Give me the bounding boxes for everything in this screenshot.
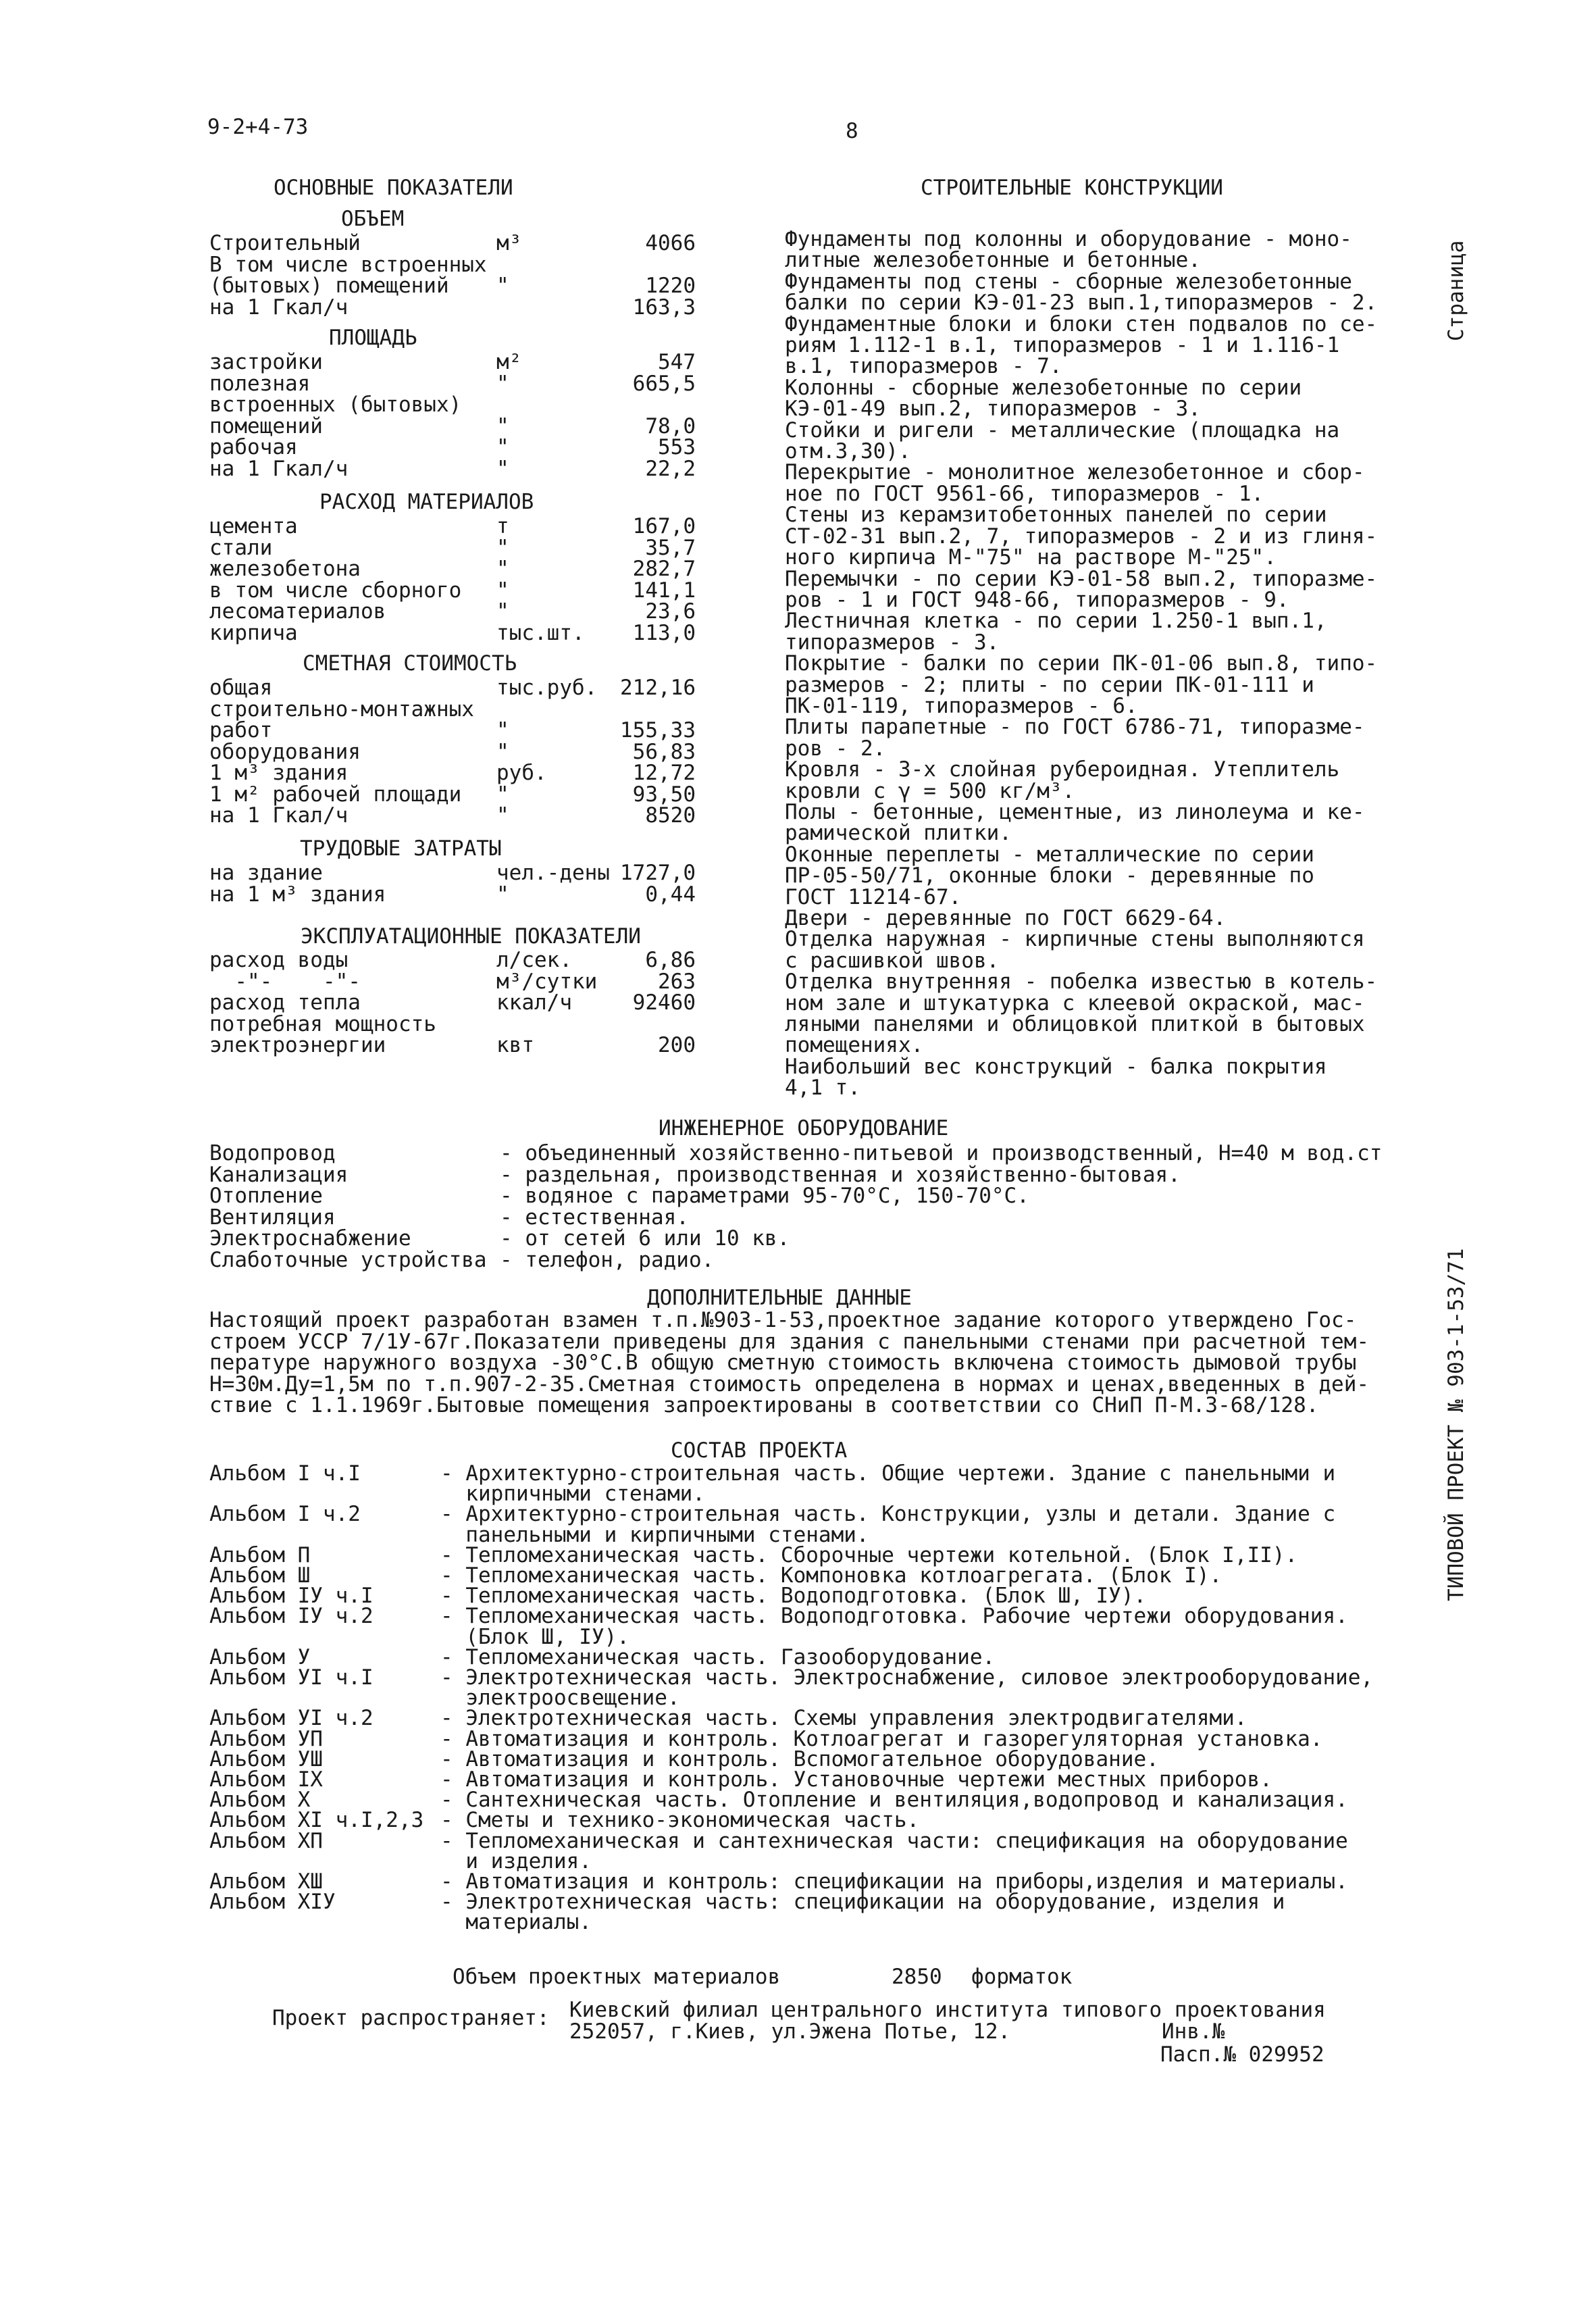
- indicator-name: работ: [209, 718, 273, 743]
- construction-line: литные железобетонные и бетонные.: [785, 248, 1201, 273]
- album-description: и изделия.: [440, 1848, 592, 1873]
- indicator-row: [209, 969, 696, 994]
- indicator-row: [209, 599, 696, 624]
- engineering-value: - раздельная, производственная и хозяйственно-бытовая.: [500, 1162, 1181, 1187]
- indicator-row: [209, 535, 696, 560]
- album-name: Альбом Ш: [209, 1563, 311, 1588]
- indicator-name: лесоматериалов: [209, 599, 386, 624]
- indicator-row: [209, 435, 696, 457]
- indicator-name: на 1 Гкал/ч: [209, 456, 349, 481]
- indicator-name: расход тепла: [209, 990, 361, 1015]
- construction-line: Наибольший вес конструкций - балка покрытия: [785, 1054, 1327, 1079]
- section-area: ПЛОЩАДЬ: [329, 326, 417, 350]
- indicator-value: 200: [658, 1033, 696, 1057]
- main-indicators-title: ОСНОВНЫЕ ПОКАЗАТЕЛИ: [274, 176, 513, 200]
- page-number: 8: [846, 119, 858, 143]
- construction-line: размеров - 2; плиты - по серии ПК-01-111 и: [785, 672, 1314, 697]
- construction-line: рамической плитки.: [785, 821, 1012, 846]
- section-cost: СМЕТНАЯ СТОИМОСТЬ: [303, 651, 517, 676]
- construction-line: ГОСТ 11214-67.: [785, 884, 962, 909]
- construction-line: Отделка наружная - кирпичные стены выполняются: [785, 927, 1365, 952]
- indicator-unit: ": [496, 435, 509, 459]
- indicator-row: [209, 803, 696, 828]
- album-name: Альбом УП: [209, 1726, 323, 1751]
- construction-line: Фундаменты под стены - сборные железобетонные: [785, 269, 1352, 294]
- indicator-row: [209, 350, 696, 372]
- indicator-row: [209, 882, 696, 907]
- construction-line: Колонны - сборные железобетонные по серии: [785, 375, 1302, 400]
- indicator-unit: ": [496, 739, 509, 764]
- indicator-value: 553: [658, 435, 696, 459]
- indicator-value: 23,6: [645, 599, 696, 624]
- indicator-name: застройки: [209, 350, 323, 374]
- indicator-name: потребная мощность: [209, 1011, 436, 1036]
- section-exploitation: ЭКСПЛУАТАЦИОННЫЕ ПОКАЗАТЕЛИ: [301, 924, 641, 949]
- engineering-name: Слаботочные устройства: [209, 1247, 487, 1272]
- indicator-name: стали: [209, 535, 273, 560]
- construction-line: Фундаменты под колонны и оборудование - моно-: [785, 227, 1352, 251]
- construction-line: Лестничная клетка - по серии 1.250-1 вып.1,: [785, 609, 1327, 634]
- indicator-unit: руб.: [496, 761, 547, 785]
- indicator-unit: ": [496, 882, 509, 907]
- indicator-row: [209, 295, 696, 320]
- construction-line: в.1, типоразмеров - 7.: [785, 354, 1062, 379]
- indicator-value: 22,2: [645, 456, 696, 481]
- indicator-row: [209, 231, 696, 253]
- indicator-name: встроенных (бытовых): [209, 393, 462, 417]
- indicator-name: помещений: [209, 413, 323, 438]
- indicator-row: [209, 252, 696, 277]
- indicator-row: [209, 697, 696, 722]
- distributor-label: Проект распространяет:: [272, 2006, 550, 2030]
- indicator-row: [209, 514, 696, 536]
- construction-line: ров - 2.: [785, 736, 886, 761]
- indicator-row: [209, 578, 696, 603]
- engineering-name: Канализация: [209, 1162, 349, 1187]
- volume-materials-value: 2850: [892, 1965, 942, 1989]
- album-description: - Электротехническая часть. Схемы управления электродвигателями.: [440, 1706, 1247, 1731]
- passport-number: Пасп.№ 029952: [1160, 2042, 1324, 2067]
- construction-line: Стены из керамзитобетонных панелей по серии: [785, 503, 1327, 528]
- construction-line: ров - 1 и ГОСТ 948-66, типоразмеров - 9.: [785, 587, 1289, 612]
- construction-line: Двери - деревянные по ГОСТ 6629-64.: [785, 906, 1227, 930]
- indicator-value: 0,44: [645, 882, 696, 907]
- indicator-unit: ": [496, 599, 509, 624]
- album-name: Альбом УI ч.2: [209, 1706, 374, 1731]
- section-materials: РАСХОД МАТЕРИАЛОВ: [319, 490, 534, 514]
- indicator-name: (бытовых) помещений: [209, 274, 449, 298]
- album-name: Альбом I ч.2: [209, 1502, 361, 1527]
- album-description: электроосвещение.: [440, 1686, 680, 1711]
- side-label-project: ТИПОВОЙ ПРОЕКТ № 903-1-53/71: [1444, 1248, 1468, 1601]
- construction-line: Стойки и ригели - металлические (площадка на: [785, 418, 1340, 443]
- indicator-unit: ": [496, 803, 509, 828]
- indicator-name: расход воды: [209, 948, 349, 972]
- section-volume: ОБЪЕМ: [341, 207, 405, 231]
- construction-line: риям 1.112-1 в.1, типоразмеров - 1 и 1.116-1: [785, 333, 1340, 358]
- indicator-row: [209, 393, 696, 417]
- indicator-unit: ": [496, 782, 509, 807]
- album-name: Альбом П: [209, 1542, 311, 1567]
- indicator-name: оборудования: [209, 739, 361, 764]
- indicator-value: 665,5: [632, 371, 696, 396]
- additional-line: строем УССР 7/1У-67г.Показатели приведены для здания с панельными стенами при расчетной тем-: [209, 1329, 1370, 1354]
- album-description: - Архитектурно-строительная часть. Общие чертежи. Здание с панельными и: [440, 1461, 1336, 1486]
- album-name: Альбом IУ ч.I: [209, 1584, 374, 1609]
- constructions-title: СТРОИТЕЛЬНЫЕ КОНСТРУКЦИИ: [921, 176, 1223, 200]
- indicator-row: [209, 456, 696, 481]
- album-name: Альбом XП: [209, 1828, 323, 1853]
- volume-materials-unit: форматок: [971, 1965, 1073, 1989]
- album-name: Альбом X: [209, 1788, 311, 1813]
- construction-line: Кровля - 3-х слойная рубероидная. Утеплитель: [785, 757, 1340, 782]
- indicator-value: 35,7: [645, 535, 696, 560]
- construction-line: с расшивкой швов.: [785, 948, 1000, 973]
- album-description: - Электротехническая часть: спецификации на оборудование, изделия и: [440, 1890, 1285, 1915]
- indicator-name: на 1 Гкал/ч: [209, 803, 349, 828]
- album-name: Альбом УШ: [209, 1746, 323, 1771]
- indicator-value: 6,86: [645, 948, 696, 972]
- indicator-unit: ": [496, 371, 509, 396]
- indicator-value: 263: [658, 969, 696, 994]
- album-description: - Тепломеханическая часть. Сборочные чертежи котельной. (Блок I,II).: [440, 1542, 1298, 1567]
- album-description: - Автоматизация и контроль. Вспомогательное оборудование.: [440, 1746, 1159, 1771]
- album-description: - Электротехническая часть. Электроснабжение, силовое электрооборудование,: [440, 1665, 1374, 1690]
- album-description: панельными и кирпичными стенами.: [440, 1522, 869, 1547]
- album-description: - Сантехническая часть. Отопление и вентиляция,водопровод и канализация.: [440, 1788, 1348, 1813]
- indicator-value: 141,1: [632, 578, 696, 603]
- album-name: Альбом УI ч.I: [209, 1665, 374, 1690]
- album-description: (Блок Ш, IУ).: [440, 1624, 629, 1649]
- section-labor: ТРУДОВЫЕ ЗАТРАТЫ: [300, 836, 502, 861]
- composition-title: СОСТАВ ПРОЕКТА: [671, 1438, 848, 1463]
- indicator-unit: ": [496, 718, 509, 743]
- indicator-unit: чел.-дены: [496, 861, 610, 885]
- engineering-name: Водопровод: [209, 1141, 336, 1165]
- indicator-unit: ": [496, 413, 509, 438]
- indicator-row: [209, 861, 696, 885]
- indicator-unit: л/сек.: [496, 948, 572, 972]
- indicator-row: [209, 621, 696, 643]
- indicator-value: 113,0: [632, 620, 696, 645]
- indicator-row: [209, 761, 696, 785]
- document-code: 9-2+4-73: [207, 115, 309, 139]
- indicator-value: 155,33: [620, 718, 696, 743]
- engineering-name: Отопление: [209, 1184, 323, 1208]
- construction-line: отм.3,30).: [785, 439, 911, 464]
- indicator-row: [209, 1033, 696, 1055]
- album-name: Альбом IУ ч.2: [209, 1604, 374, 1629]
- construction-line: Плиты парапетные - по ГОСТ 6786-71, типоразме-: [785, 715, 1365, 740]
- construction-line: КЭ-01-49 вып.2, типоразмеров - 3.: [785, 397, 1201, 422]
- indicator-value: 282,7: [632, 557, 696, 581]
- album-description: - Архитектурно-строительная часть. Конструкции, узлы и детали. Здание с: [440, 1502, 1336, 1527]
- album-name: Альбом У: [209, 1644, 311, 1669]
- additional-line: Н=30м.Ду=1,5м по т.п.907-2-35.Сметная стоимость определена в нормах и ценах,введенных в дей-: [209, 1372, 1370, 1397]
- indicator-unit: ккал/ч: [496, 990, 572, 1015]
- indicator-value: 547: [658, 350, 696, 374]
- indicator-name: -"- -"-: [209, 969, 361, 994]
- engineering-value: - водяное с параметрами 95-70°С, 150-70°С.: [500, 1184, 1029, 1208]
- engineering-value: - объединенный хозяйственно-питьевой и производственный, Н=40 м вод.ст: [500, 1141, 1383, 1165]
- indicator-value: 12,72: [632, 761, 696, 785]
- indicator-value: 1220: [645, 274, 696, 298]
- indicator-value: 56,83: [632, 739, 696, 764]
- indicator-row: [209, 739, 696, 764]
- additional-line: пературе наружного воздуха -30°С.В общую сметную стоимость включена стоимость дымовой трубы: [209, 1351, 1357, 1375]
- indicator-row: [209, 782, 696, 807]
- inventory-number: Инв.№: [1162, 2019, 1225, 2044]
- album-description: материалы.: [440, 1910, 592, 1935]
- construction-line: СТ-02-31 вып.2, 7, типоразмеров - 2 и из глиня-: [785, 524, 1378, 549]
- indicator-row: [209, 948, 696, 970]
- construction-line: Покрытие - балки по серии ПК-01-06 вып.8, типо-: [785, 651, 1378, 676]
- album-description: - Тепломеханическая часть. Водоподготовка. (Блок Ш, IУ).: [440, 1584, 1147, 1609]
- distributor-address: 252057, г.Киев, ул.Эжена Потье, 12.: [569, 2019, 1011, 2044]
- album-name: Альбом XI ч.I,2,3: [209, 1808, 424, 1833]
- album-description: - Тепломеханическая часть. Водоподготовка. Рабочие чертежи оборудования.: [440, 1604, 1348, 1629]
- indicator-name: на здание: [209, 861, 323, 885]
- indicator-name: рабочая: [209, 435, 298, 459]
- indicator-name: Строительный: [209, 231, 361, 255]
- indicator-name: полезная: [209, 371, 311, 396]
- construction-line: ПК-01-119, типоразмеров - 6.: [785, 693, 1138, 718]
- album-description: - Автоматизация и контроль: спецификации на приборы,изделия и материалы.: [440, 1869, 1348, 1894]
- indicator-row: [209, 676, 696, 700]
- album-description: - Тепломеханическая часть. Компоновка котлоагрегата. (Блок I).: [440, 1563, 1222, 1588]
- indicator-unit: ": [496, 456, 509, 481]
- additional-line: ствие с 1.1.1969г.Бытовые помещения запроектированы в соответствии со СНиП П-М.3-68/128.: [209, 1393, 1319, 1417]
- volume-materials-label: Объем проектных материалов: [453, 1965, 781, 1989]
- construction-line: ляными панелями и облицовкой плиткой в бытовых: [785, 1012, 1365, 1037]
- construction-line: ное по ГОСТ 9561-66, типоразмеров - 1.: [785, 481, 1264, 506]
- indicator-unit: тыс.шт.: [496, 620, 585, 645]
- indicator-value: 78,0: [645, 413, 696, 438]
- distributor-name: Киевский филиал центрального института типового проектования: [569, 1998, 1326, 2022]
- additional-title: ДОПОЛНИТЕЛЬНЫЕ ДАННЫЕ: [647, 1286, 912, 1310]
- indicator-unit: м²: [496, 350, 522, 374]
- album-description: - Автоматизация и контроль. Котлоагрегат и газорегуляторная установка.: [440, 1726, 1323, 1751]
- construction-line: Перекрытие - монолитное железобетонное и сбор-: [785, 460, 1365, 485]
- album-description: - Тепломеханическая и сантехническая части: спецификация на оборудование: [440, 1828, 1348, 1853]
- indicator-name: строительно-монтажных: [209, 697, 474, 722]
- construction-line: кровли с γ = 500 кг/м³.: [785, 778, 1075, 803]
- album-description: кирпичными стенами.: [440, 1482, 705, 1507]
- construction-line: помещениях.: [785, 1033, 924, 1058]
- indicator-row: [209, 414, 696, 436]
- construction-line: Фундаментные блоки и блоки стен подвалов по се-: [785, 311, 1378, 336]
- engineering-name: Вентиляция: [209, 1205, 336, 1230]
- indicator-name: железобетона: [209, 557, 361, 581]
- indicator-row: [209, 371, 696, 396]
- indicator-name: цемента: [209, 514, 298, 538]
- indicator-name: на 1 м³ здания: [209, 882, 386, 907]
- album-description: - Автоматизация и контроль. Установочные чертежи местных приборов.: [440, 1767, 1272, 1792]
- indicator-value: 8520: [645, 803, 696, 828]
- construction-line: типоразмеров - 3.: [785, 630, 1000, 655]
- engineering-title: ИНЖЕНЕРНОЕ ОБОРУДОВАНИЕ: [659, 1116, 949, 1140]
- indicator-row: [209, 1012, 696, 1034]
- construction-line: Перемычки - по серии КЭ-01-58 вып.2, типоразме-: [785, 566, 1378, 591]
- indicator-value: 163,3: [632, 295, 696, 320]
- indicator-unit: ": [496, 557, 509, 581]
- indicator-unit: т: [496, 514, 509, 538]
- indicator-row: [209, 718, 696, 743]
- indicator-unit: квт: [496, 1033, 534, 1057]
- indicator-unit: тыс.руб.: [496, 676, 598, 700]
- engineering-value: - естественная.: [500, 1205, 689, 1230]
- construction-line: балки по серии КЭ-01-23 вып.1,типоразмеров - 2.: [785, 291, 1378, 316]
- construction-line: Отделка внутренняя - побелка известью в котель-: [785, 970, 1378, 995]
- indicator-unit: м³: [496, 231, 522, 255]
- indicator-value: 93,50: [632, 782, 696, 807]
- construction-line: 4,1 т.: [785, 1076, 860, 1101]
- indicator-name: 1 м³ здания: [209, 761, 349, 785]
- indicator-name: электроэнергии: [209, 1033, 386, 1057]
- constructions-text: [785, 229, 1377, 1099]
- album-name: Альбом XШ: [209, 1869, 323, 1894]
- indicator-value: 4066: [645, 231, 696, 255]
- indicator-unit: ": [496, 274, 509, 298]
- indicator-name: на 1 Гкал/ч: [209, 295, 349, 320]
- indicator-row: [209, 274, 696, 298]
- construction-line: ПР-05-50/71, оконные блоки - деревянные по: [785, 863, 1314, 888]
- indicator-value: 92460: [632, 990, 696, 1015]
- album-name: Альбом IX: [209, 1767, 323, 1792]
- side-label-page: Страница: [1444, 240, 1468, 341]
- album-name: Альбом XIУ: [209, 1890, 336, 1915]
- album-description: - Тепломеханическая часть. Газооборудование.: [440, 1644, 996, 1669]
- indicator-name: В том числе встроенных: [209, 252, 487, 277]
- indicator-name: в том числе сборного: [209, 578, 462, 603]
- indicator-unit: м³/сутки: [496, 969, 598, 994]
- additional-text: [209, 1310, 1369, 1417]
- album-name: Альбом I ч.I: [209, 1461, 361, 1486]
- construction-line: ного кирпича М-"75" на растворе М-"25".: [785, 545, 1277, 570]
- indicator-unit: ": [496, 535, 509, 560]
- indicator-row: [209, 990, 696, 1015]
- construction-line: ном зале и штукатурка с клеевой окраской, мас-: [785, 990, 1365, 1015]
- indicator-name: общая: [209, 676, 273, 700]
- engineering-name: Электроснабжение: [209, 1226, 411, 1251]
- indicator-name: 1 м² рабочей площади: [209, 782, 462, 807]
- engineering-value: - телефон, радио.: [500, 1247, 715, 1272]
- engineering-value: - от сетей 6 или 10 кв.: [500, 1226, 790, 1251]
- indicator-value: 1727,0: [620, 861, 696, 885]
- indicator-value: 167,0: [632, 514, 696, 538]
- construction-line: Полы - бетонные, цементные, из линолеума и ке-: [785, 799, 1365, 824]
- construction-line: Оконные переплеты - металлические по серии: [785, 842, 1314, 867]
- indicator-row: [209, 557, 696, 581]
- album-description: - Сметы и технико-экономическая часть.: [440, 1808, 920, 1833]
- indicator-unit: ": [496, 578, 509, 603]
- additional-line: Настоящий проект разработан взамен т.п.№903-1-53,проектное задание которого утверждено Гос-: [209, 1308, 1357, 1332]
- indicator-value: 212,16: [620, 676, 696, 700]
- indicator-name: кирпича: [209, 620, 298, 645]
